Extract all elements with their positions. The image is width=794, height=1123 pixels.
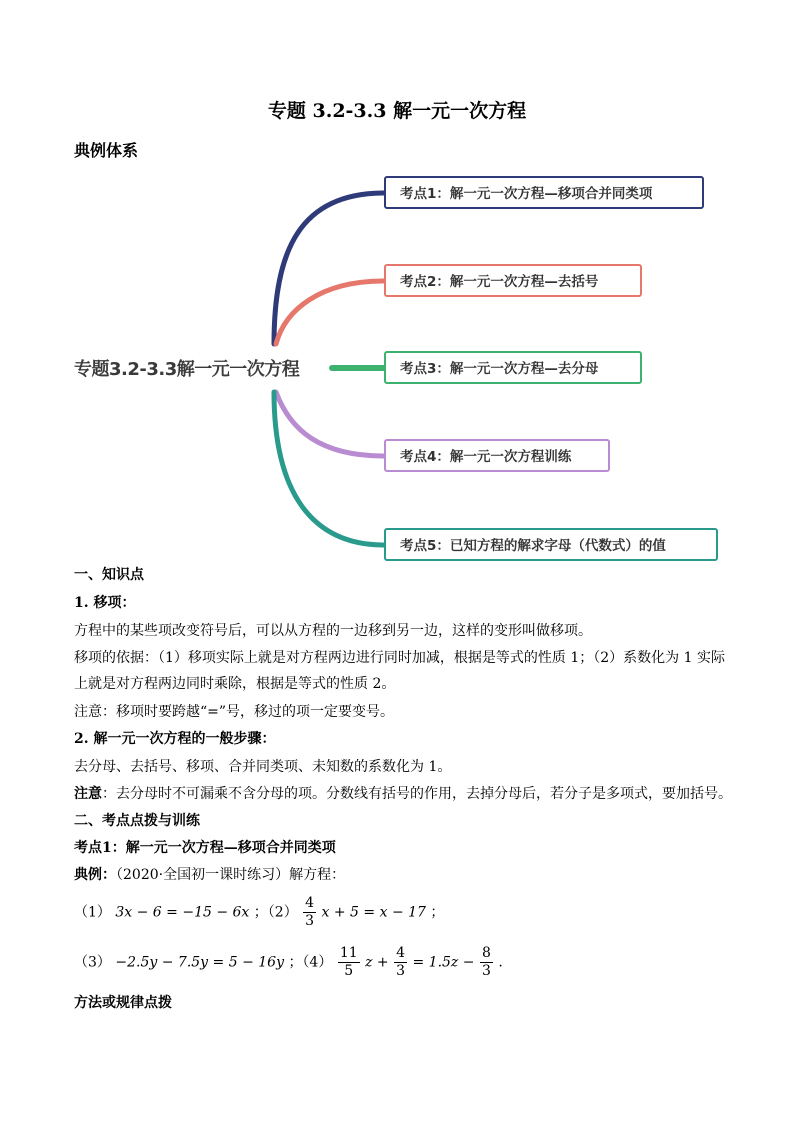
point1-note: 注意：移项时要跨越“=”号，移过的项一定要变号。 [74, 704, 395, 720]
connector-2 [276, 281, 384, 344]
mindmap-root: 专题3.2-3.3解一元一次方程 [74, 359, 300, 380]
point1-basis-line-1: 移项的依据：（1）移项实际上就是对方程两边进行同时加减，根据是等式的性质 1；（2）系数化为 1 实际 [74, 650, 725, 666]
example-label: 典例： [74, 867, 116, 883]
eq-end-1: ； [430, 904, 445, 921]
practice-heading: 二、考点点拨与训练 [74, 813, 200, 829]
point2-note [74, 784, 734, 804]
eq1-label: （1） [74, 904, 111, 921]
point2-text: 去分母、去括号、移项、合并同类项、未知数的系数化为 1。 [74, 759, 452, 775]
eq4-rhs: = 1.5z − [412, 954, 475, 971]
knowledge-heading: 一、知识点 [74, 567, 144, 583]
eq-separator-1: ；（2） [253, 904, 298, 921]
document-title: 专题 3.2-3.3 解一元一次方程 [267, 100, 527, 122]
eq-separator-2: ；（4） [288, 954, 333, 971]
equation-1: 3x − 6 = −15 − 6x [115, 904, 250, 921]
eq4-fraction-a: $\frac{11}{5}$ [339, 945, 358, 979]
mindmap-node-1: 考点1：解一元一次方程—移项合并同类项 [384, 176, 704, 209]
equations-row-1 [74, 895, 444, 930]
point1-text: 方程中的某些项改变符号后，可以从方程的一边移到另一边，这样的变形叫做移项。 [74, 623, 592, 639]
eq4-mid: z + [365, 954, 389, 971]
equations-row-2 [74, 945, 503, 980]
section-heading: 典例体系 [74, 141, 139, 160]
practice-point-1: 考点1：解一元一次方程—移项合并同类项 [74, 840, 336, 856]
method-heading: 方法或规律点拨 [74, 995, 172, 1011]
eq3-label: （3） [74, 954, 111, 971]
eq-end-2: . [498, 954, 503, 971]
mindmap-node-4: 考点4：解一元一次方程训练 [384, 439, 610, 472]
eq4-fraction-b: $\frac{4}{3}$ [396, 945, 406, 979]
point1-title: 1. 移项： [74, 595, 136, 611]
example-line [74, 865, 734, 885]
note-label: 注意 [74, 786, 102, 802]
eq2-fraction: $\frac{4}{3}$ [305, 895, 315, 929]
note-text: ：去分母时不可漏乘不含分母的项。分数线有括号的作用，去掉分母后，若分子是多项式，要加括号。 [102, 786, 732, 802]
mindmap-node-3: 考点3：解一元一次方程—去分母 [384, 351, 642, 384]
mindmap-node-2: 考点2：解一元一次方程—去括号 [384, 264, 642, 297]
example-text: （2020·全国初一课时练习）解方程： [116, 867, 346, 883]
connector-4 [276, 392, 384, 456]
eq4-fraction-c: $\frac{8}{3}$ [481, 945, 491, 979]
equation-2: x + 5 = x − 17 [321, 904, 426, 921]
equation-3: −2.5y − 7.5y = 5 − 16y [115, 954, 284, 971]
connector-1 [274, 193, 384, 344]
point1-basis-line-2: 上就是对方程两边同时乘除，根据是等式的性质 2。 [74, 676, 396, 692]
point2-title: 2. 解一元一次方程的一般步骤： [74, 731, 276, 747]
mindmap-node-5: 考点5：已知方程的解求字母（代数式）的值 [384, 528, 718, 561]
